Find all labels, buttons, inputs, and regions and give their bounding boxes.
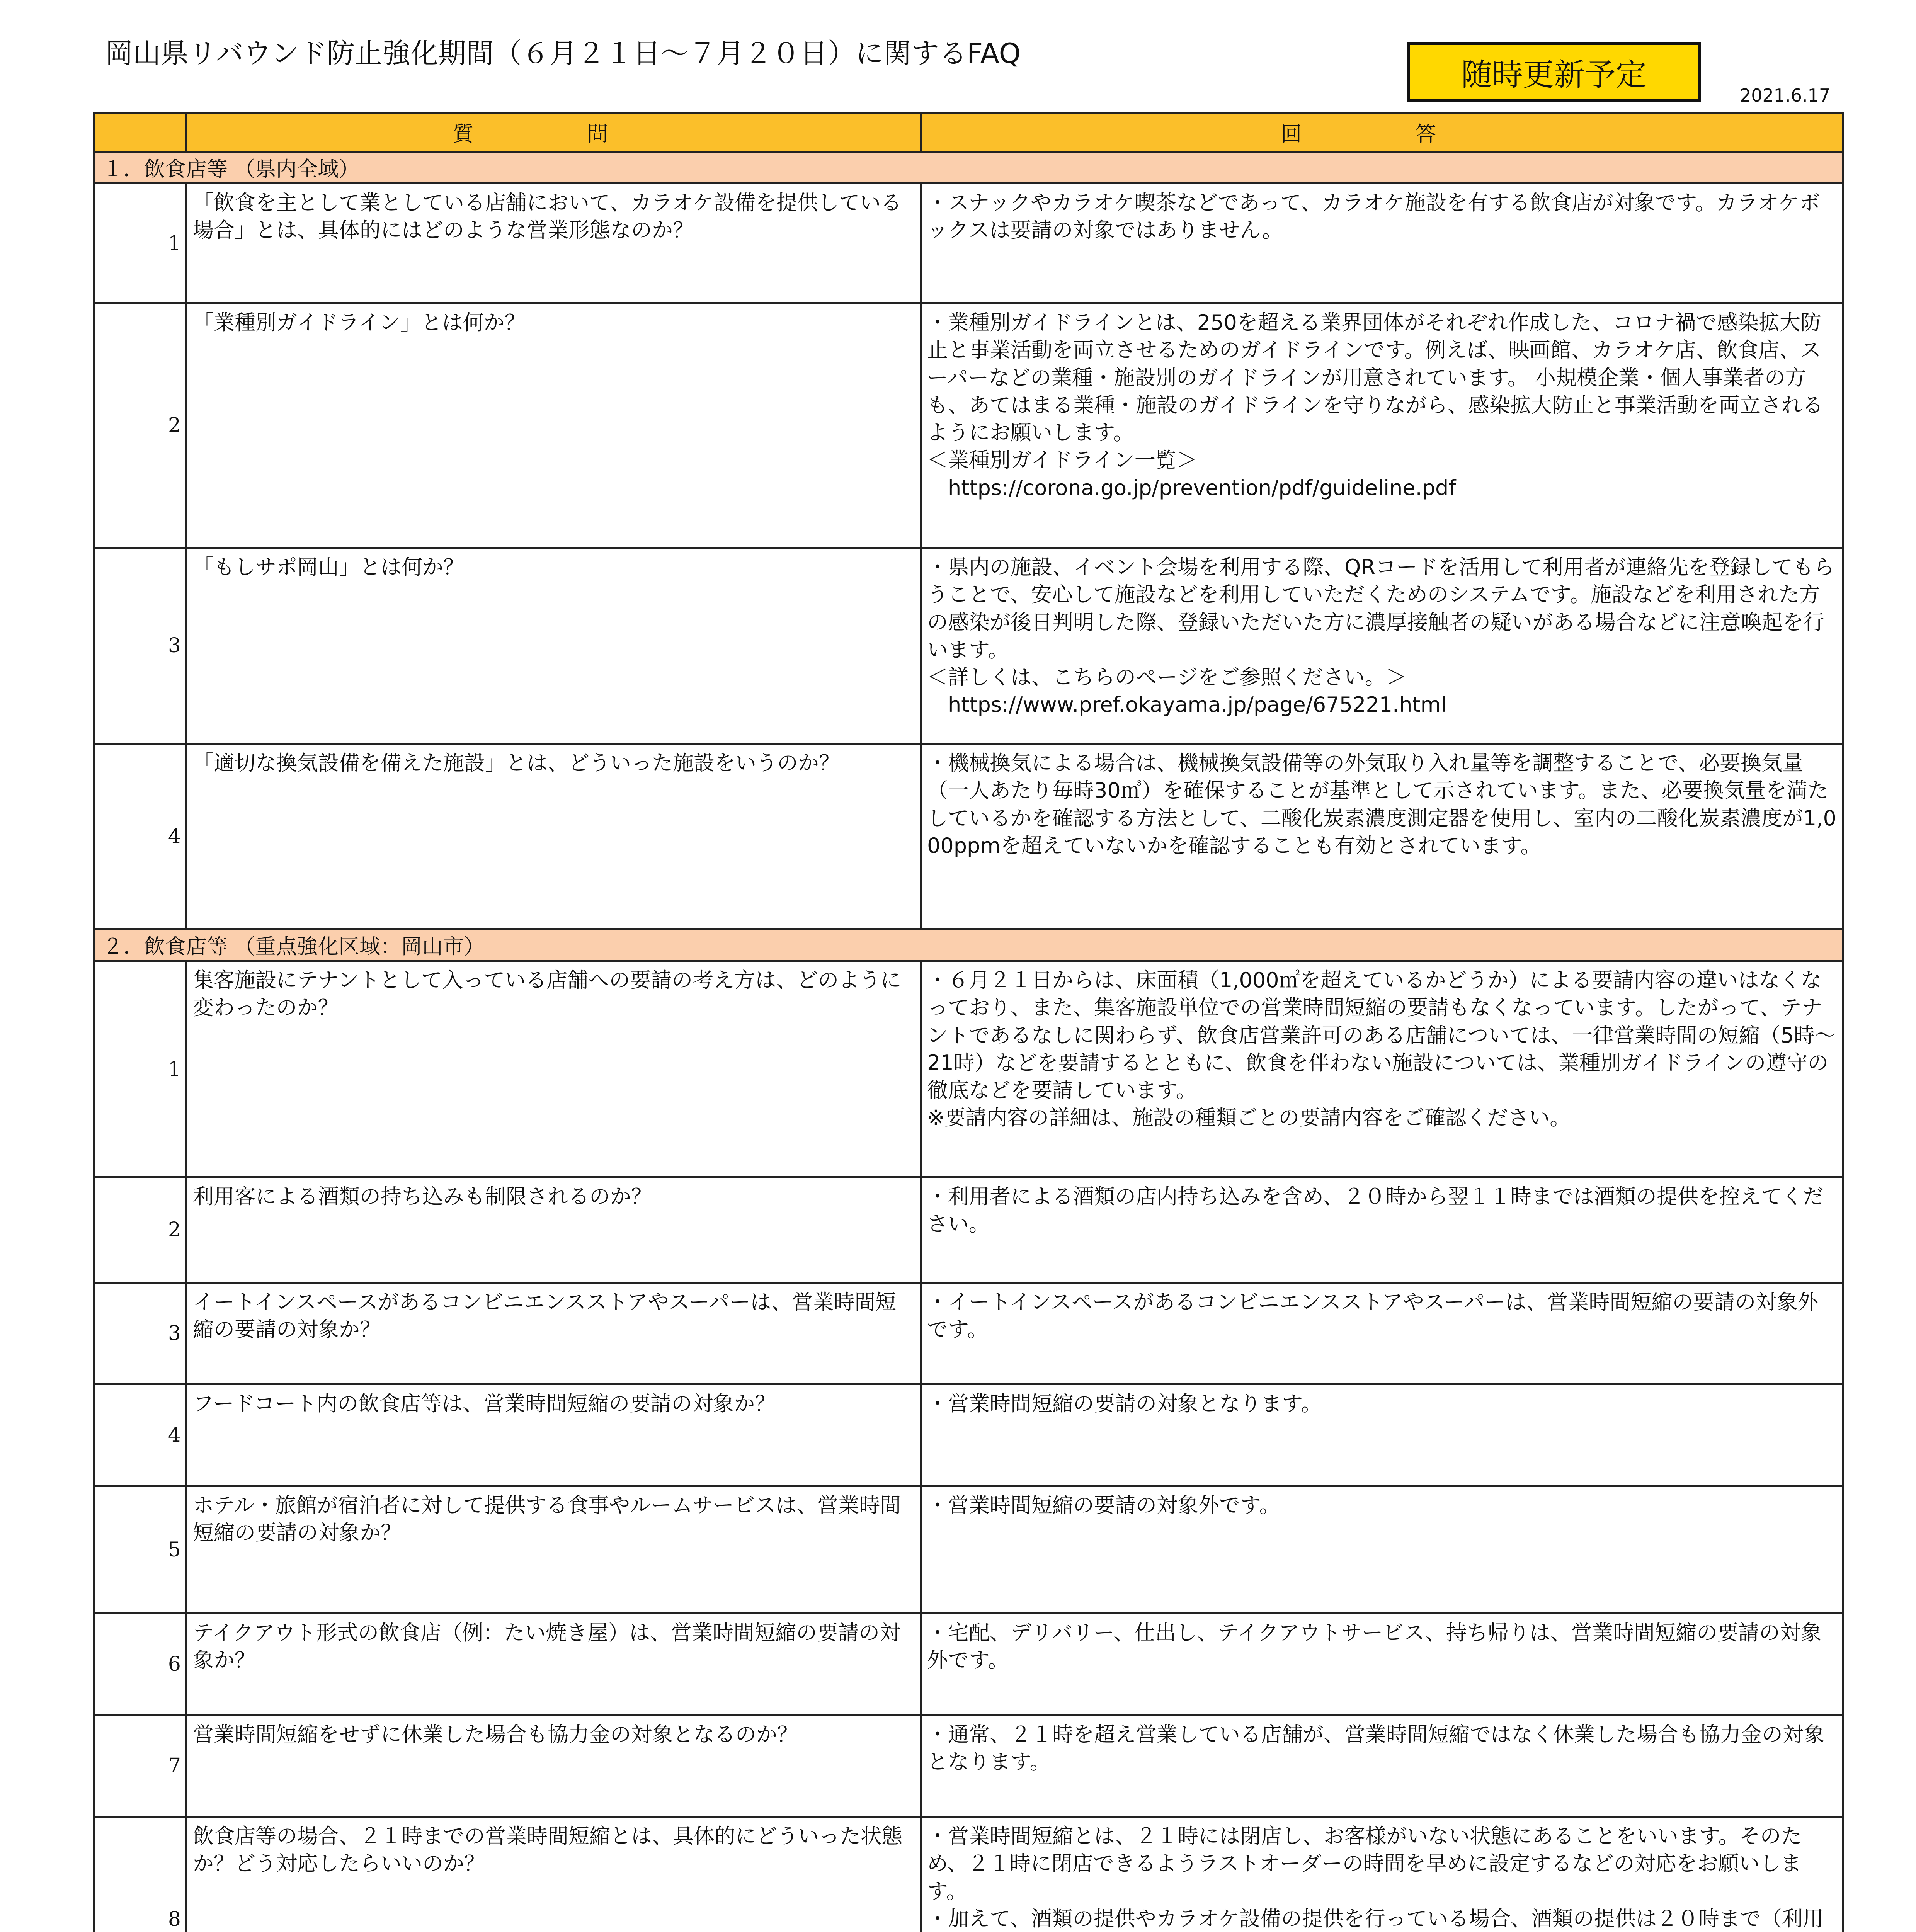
row-number: 2 (94, 1177, 187, 1283)
question-column-header: 質 問 (187, 113, 921, 152)
answer-cell: ・営業時間短縮の要請の対象外です。 (921, 1486, 1843, 1614)
row-number: 4 (94, 1384, 187, 1486)
table-row (94, 1486, 1843, 1614)
row-number: 2 (94, 303, 187, 548)
section-header-row (94, 929, 1843, 961)
page-title: 岡山県リバウンド防止強化期間（６月２１日～７月２０日）に関するFAQ (105, 37, 1021, 70)
answer-cell: ・営業時間短縮とは、２１時には閉店し、お客様がいない状態にあることをいいます。そのため、２１時に閉店できるようラストオーダーの時間を早めに設定するなどの対応をお願いします。 ・加えて、酒類の提供やカラオケ設備の提供を行っている場合、酒類の提供は２０時まで（利用 (921, 1817, 1843, 1932)
faq-body (94, 152, 1843, 1932)
row-number: 5 (94, 1486, 187, 1614)
row-number: 1 (94, 184, 187, 303)
question-cell: 飲食店等の場合、２１時までの営業時間短縮とは、具体的にどういった状態か？どう対応したらいいのか？ (187, 1817, 921, 1932)
answer-cell: ・宅配、デリバリー、仕出し、テイクアウトサービス、持ち帰りは、営業時間短縮の要請の対象外です。 (921, 1614, 1843, 1715)
answer-cell: ・スナックやカラオケ喫茶などであって、カラオケ施設を有する飲食店が対象です。カラオケボックスは要請の対象ではありません。 (921, 184, 1843, 303)
table-row (94, 744, 1843, 929)
row-number: 3 (94, 548, 187, 744)
question-cell: 「もしサポ岡山」とは何か？ (187, 548, 921, 744)
table-row (94, 548, 1843, 744)
answer-cell: ・営業時間短縮の要請の対象となります。 (921, 1384, 1843, 1486)
question-cell: テイクアウト形式の飲食店（例：たい焼き屋）は、営業時間短縮の要請の対象か？ (187, 1614, 921, 1715)
table-row (94, 961, 1843, 1177)
answer-cell: ・通常、２１時を超え営業している店舗が、営業時間短縮ではなく休業した場合も協力金の対象となります。 (921, 1715, 1843, 1817)
question-cell: 営業時間短縮をせずに休業した場合も協力金の対象となるのか？ (187, 1715, 921, 1817)
section-title: ２．飲食店等 （重点強化区域：岡山市） (94, 929, 1843, 961)
answer-cell: ・イートインスペースがあるコンビニエンスストアやスーパーは、営業時間短縮の要請の対象外です。 (921, 1283, 1843, 1384)
section-header-row (94, 152, 1843, 184)
question-cell: 利用客による酒類の持ち込みも制限されるのか？ (187, 1177, 921, 1283)
table-row (94, 1283, 1843, 1384)
question-cell: イートインスペースがあるコンビニエンスストアやスーパーは、営業時間短縮の要請の対象か？ (187, 1283, 921, 1384)
question-cell: ホテル・旅館が宿泊者に対して提供する食事やルームサービスは、営業時間短縮の要請の対象か？ (187, 1486, 921, 1614)
answer-cell: ・機械換気による場合は、機械換気設備等の外気取り入れ量等を調整することで、必要換気量（一人あたり毎時30㎥）を確保することが基準として示されています。また、必要換気量を満たしているかを確認する方法として、二酸化炭素濃度測定器を使用し、室内の二酸化炭素濃度が1,000ppmを超えていないかを確認することも有効とされています。 (921, 744, 1843, 929)
row-number: 1 (94, 961, 187, 1177)
table-row (94, 303, 1843, 548)
table-row (94, 1177, 1843, 1283)
question-cell: 「飲食を主として業としている店舗において、カラオケ設備を提供している場合」とは、具体的にはどのような営業形態なのか？ (187, 184, 921, 303)
table-header-row (94, 113, 1843, 152)
answer-cell: ・６月２１日からは、床面積（1,000㎡を超えているかどうか）による要請内容の違いはなくなっており、また、集客施設単位での営業時間短縮の要請もなくなっています。したがって、テナントであるなしに関わらず、飲食店営業許可のある店舗については、一律営業時間の短縮（5時～21時）などを要請するとともに、飲食を伴わない施設については、業種別ガイドラインの遵守の徹底などを要請しています。 ※要請内容の詳細は、施設の種類ごとの要請内容をご確認ください。 (921, 961, 1843, 1177)
row-number: 6 (94, 1614, 187, 1715)
section-title: １．飲食店等 （県内全域） (94, 152, 1843, 184)
row-number: 8 (94, 1817, 187, 1932)
row-number: 4 (94, 744, 187, 929)
row-number: 7 (94, 1715, 187, 1817)
table-row (94, 1715, 1843, 1817)
publish-date: 2021.6.17 (1740, 85, 1831, 106)
header-blank-cell (94, 113, 187, 152)
question-cell: フードコート内の飲食店等は、営業時間短縮の要請の対象か？ (187, 1384, 921, 1486)
answer-cell: ・業種別ガイドラインとは、250を超える業界団体がそれぞれ作成した、コロナ禍で感染拡大防止と事業活動を両立させるためのガイドラインです。例えば、映画館、カラオケ店、飲食店、スーパーなどの業種・施設別のガイドラインが用意されています。 小規模企業・個人事業者の方も、あてはまる業種・施設のガイドラインを守りながら、感染拡大防止と事業活動を両立されるようにお願いします。 ＜業種別ガイドライン一覧＞ https://corona.go.jp/prevention/pdf/guideline.pdf (921, 303, 1843, 548)
table-row (94, 184, 1843, 303)
row-number: 3 (94, 1283, 187, 1384)
answer-cell: ・県内の施設、イベント会場を利用する際、QRコードを活用して利用者が連絡先を登録してもらうことで、安心して施設などを利用していただくためのシステムです。施設などを利用された方の感染が後日判明した際、登録いただいた方に濃厚接触者の疑いがある場合などに注意喚起を行います。 ＜詳しくは、こちらのページをご参照ください。＞ https://www.pref.okayama.jp/page/675221.html (921, 548, 1843, 744)
question-cell: 「業種別ガイドライン」とは何か？ (187, 303, 921, 548)
answer-column-header: 回 答 (921, 113, 1843, 152)
update-notice-badge: 随時更新予定 (1407, 42, 1701, 102)
faq-table (93, 112, 1844, 1932)
table-row (94, 1614, 1843, 1715)
table-row (94, 1817, 1843, 1932)
table-row (94, 1384, 1843, 1486)
answer-cell: ・利用者による酒類の店内持ち込みを含め、２０時から翌１１時までは酒類の提供を控えてください。 (921, 1177, 1843, 1283)
question-cell: 集客施設にテナントとして入っている店舗への要請の考え方は、どのように変わったのか？ (187, 961, 921, 1177)
question-cell: 「適切な換気設備を備えた施設」とは、どういった施設をいうのか？ (187, 744, 921, 929)
